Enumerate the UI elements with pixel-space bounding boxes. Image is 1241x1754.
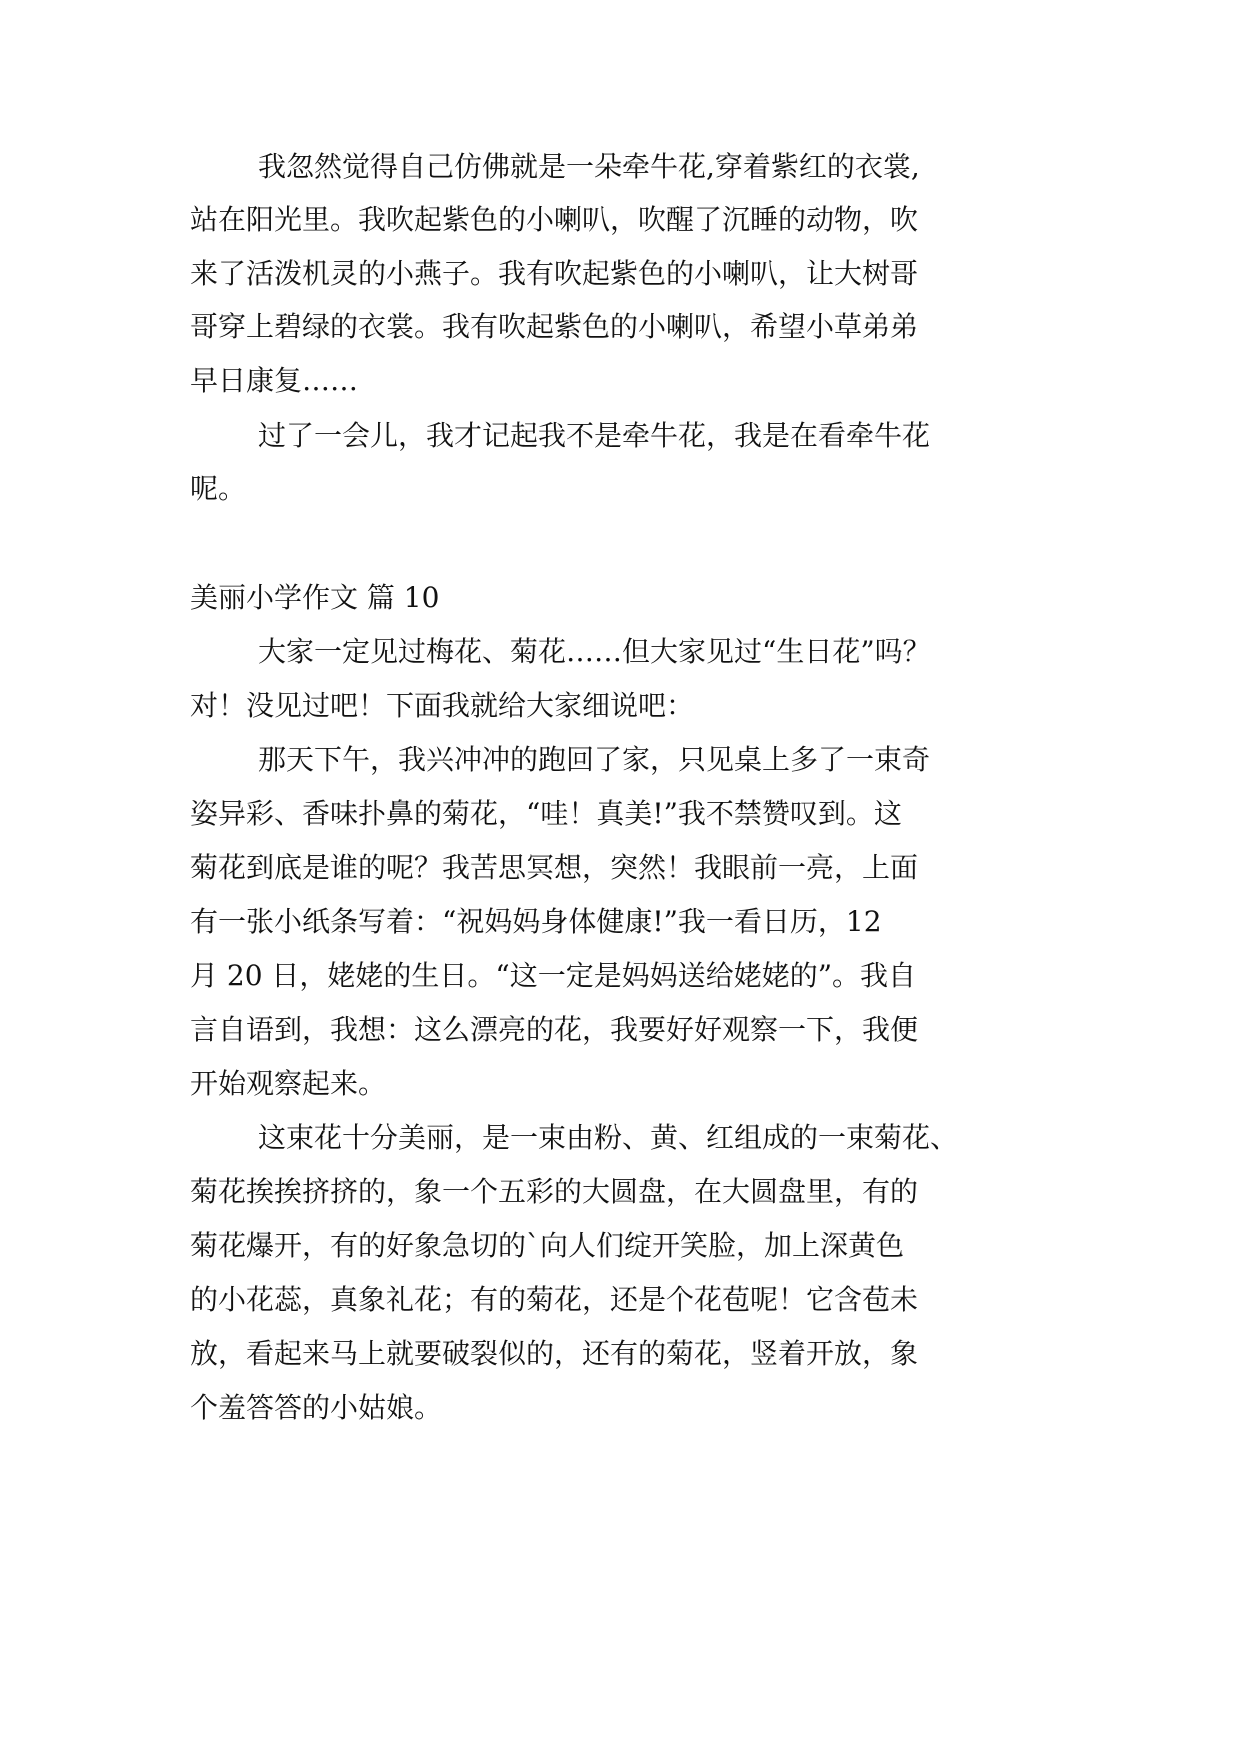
paragraph-line: 的小花蕊，真象礼花；有的菊花，还是个花苞呢！它含苞未 <box>190 1283 919 1316</box>
paragraph-line: 来了活泼机灵的小燕子。我有吹起紫色的小喇叭，让大树哥 <box>190 257 919 290</box>
paragraph-line: 呢。 <box>190 472 247 505</box>
paragraph-line: 对！没见过吧！下面我就给大家细说吧： <box>190 689 695 722</box>
paragraph-line: 哥穿上碧绿的衣裳。我有吹起紫色的小喇叭，希望小草弟弟 <box>190 310 919 343</box>
paragraph-line: 月 20 日，姥姥的生日。“这一定是妈妈送给姥姥的”。我自 <box>190 959 917 992</box>
paragraph-line: 言自语到，我想：这么漂亮的花，我要好好观察一下，我便 <box>190 1013 919 1046</box>
paragraph-line: 菊花挨挨挤挤的，象一个五彩的大圆盘，在大圆盘里，有的 <box>190 1175 919 1208</box>
paragraph-line: 有一张小纸条写着：“祝妈妈身体健康!”我一看日历，12 <box>190 905 882 938</box>
paragraph-line: 站在阳光里。我吹起紫色的小喇叭，吹醒了沉睡的动物，吹 <box>190 203 919 236</box>
paragraph-line: 那天下午，我兴冲冲的跑回了家，只见桌上多了一束奇 <box>258 743 931 776</box>
paragraph-line: 开始观察起来。 <box>190 1067 387 1100</box>
paragraph-line: 放，看起来马上就要破裂似的，还有的菊花，竖着开放，象 <box>190 1337 919 1370</box>
paragraph-line: 个羞答答的小姑娘。 <box>190 1391 443 1424</box>
section-heading: 美丽小学作文 篇 10 <box>190 581 440 614</box>
paragraph-line: 早日康复…… <box>190 364 359 397</box>
paragraph-line: 菊花到底是谁的呢？我苦思冥想，突然！我眼前一亮，上面 <box>190 851 919 884</box>
paragraph-line: 姿异彩、香味扑鼻的菊花，“哇！真美!”我不禁赞叹到。这 <box>190 797 902 830</box>
paragraph-line: 菊花爆开，有的好象急切的`向人们绽开笑脸，加上深黄色 <box>190 1229 905 1262</box>
paragraph-line: 大家一定见过梅花、菊花……但大家见过“生日花”吗？ <box>258 635 931 668</box>
paragraph-line: 我忽然觉得自己仿佛就是一朵牵牛花,穿着紫红的衣裳, <box>258 150 920 183</box>
paragraph-line: 过了一会儿，我才记起我不是牵牛花，我是在看牵牛花 <box>258 419 931 452</box>
paragraph-line: 这束花十分美丽，是一束由粉、黄、红组成的一束菊花、 <box>258 1121 959 1154</box>
